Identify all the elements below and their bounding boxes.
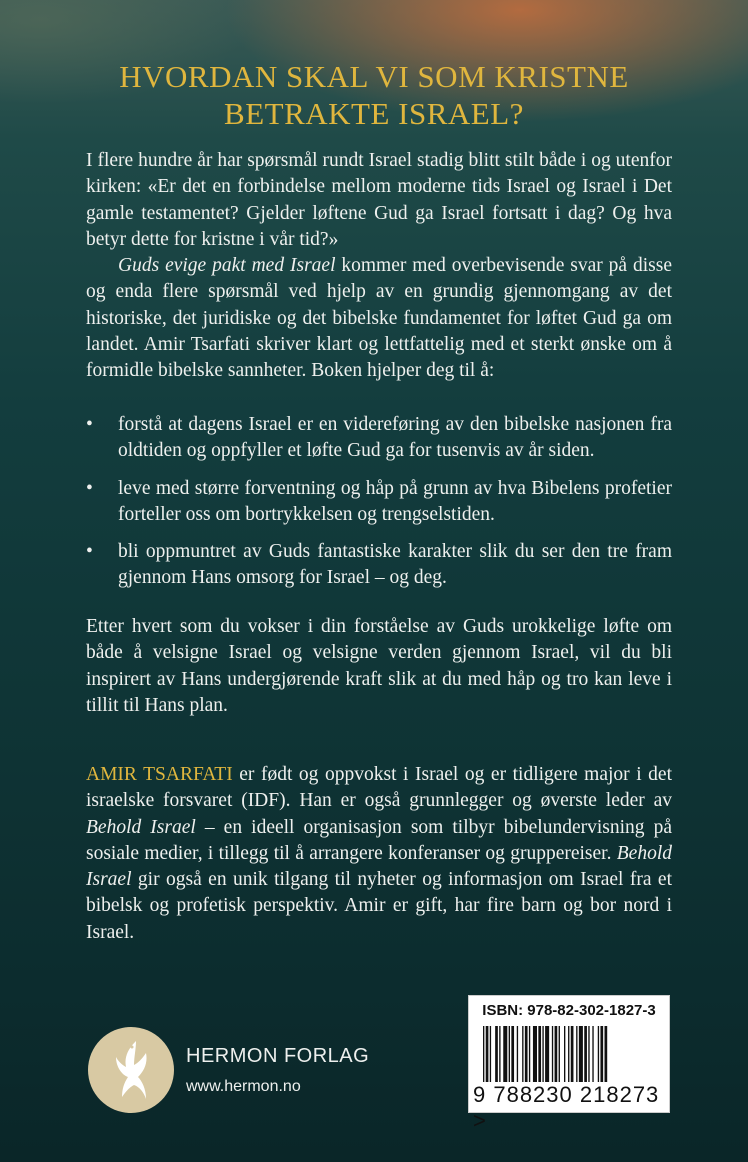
- author-name: AMIR TSARFATI: [86, 764, 233, 785]
- closing-section: [86, 614, 672, 719]
- bullet-icon: •: [86, 477, 93, 499]
- closing-paragraph: Etter hvert som du vokser i din forståelse av Guds urokkelige løfte om både å velsigne Israel og velsigne verden gjennom Israel, vil du bli inspirert av Hans undergjørende kraft slik at du med håp og tro kan leve i tillit til Hans plan.: [86, 616, 672, 716]
- list-item: [86, 539, 672, 592]
- organization-name: Behold Israel: [86, 842, 672, 891]
- heading-line-2: BETRAKTE ISRAEL?: [224, 96, 524, 131]
- isbn-digits: 9 788230 218273 >: [473, 1082, 660, 1133]
- intro-section: [86, 148, 672, 385]
- author-text-1: er født og oppvokst i Israel og er tidligere major i det israelske forsvaret (IDF). Han er også grunnlegger og øverste leder av: [86, 764, 673, 812]
- author-text-3: gir også en unik tilgang til nyheter og informasjon om Israel fra et bibelsk og profetisk perspektiv. Amir er gift, har fire barn og bor nord i Israel.: [86, 869, 672, 943]
- author-paragraph: [86, 762, 672, 946]
- list-item: [86, 412, 672, 465]
- bullet-icon: •: [86, 541, 93, 563]
- intro-paragraph-1: I flere hundre år har spørsmål rundt Israel stadig blitt stilt både i og utenfor kirken: «Er det en forbindelse mellom moderne tids Israel og Israel i Det gamle testamentet? Gjelder løftene Gud ga Israel fortsatt i dag? Og hva betyr dette for kristne i vår tid?»: [86, 150, 672, 250]
- dove-logo-icon: [88, 1027, 174, 1113]
- list-item-text: leve med større forventning og håp på grunn av hva Bibelens profetier forteller oss om bortrykkelsen og trengselstiden.: [118, 477, 672, 525]
- barcode-icon: [483, 1026, 655, 1086]
- benefit-list: [86, 412, 672, 603]
- isbn-label: ISBN: 978-82-302-1827-3: [482, 1002, 656, 1019]
- list-item-text: forstå at dagens Israel er en videreføring av den bibelske nasjonen fra oldtiden og oppfyller et løfte Gud ga for tusenvis av år siden.: [118, 414, 672, 462]
- list-item: [86, 476, 672, 529]
- bullet-icon: •: [86, 414, 93, 435]
- back-cover-heading: [0, 58, 748, 132]
- intro-paragraph-2-text: kommer med overbevisende svar på disse og enda flere spørsmål ved hjelp av en grundig gjennomgang av det historiske, det juridiske og det bibelske fundamentet for løftet Gud ga om landet. Amir Tsarfati skriver klart og lettfattelig med et sterkt ønske om å formidle bibelske sannheter. Boken hjelper deg til å:: [86, 255, 672, 382]
- author-text-2: – en ideell organisasjon som tilbyr bibelundervisning på sosiale medier, i tillegg til å arrangere konferanser og gruppereiser.: [86, 816, 672, 864]
- heading-line-1: HVORDAN SKAL VI SOM KRISTNE: [119, 59, 629, 94]
- list-item-text: bli oppmuntret av Guds fantastiske karakter slik du ser den tre fram gjennom Hans omsorg for Israel – og deg.: [118, 541, 672, 589]
- book-title: Guds evige pakt med Israel: [118, 255, 336, 277]
- intro-paragraph-2: [86, 253, 672, 384]
- publisher-name: HERMON FORLAG: [186, 1045, 370, 1067]
- publisher-url: www.hermon.no: [186, 1078, 301, 1095]
- organization-name: Behold Israel: [86, 816, 196, 838]
- author-bio: [86, 762, 672, 946]
- isbn-barcode-box: [468, 995, 670, 1133]
